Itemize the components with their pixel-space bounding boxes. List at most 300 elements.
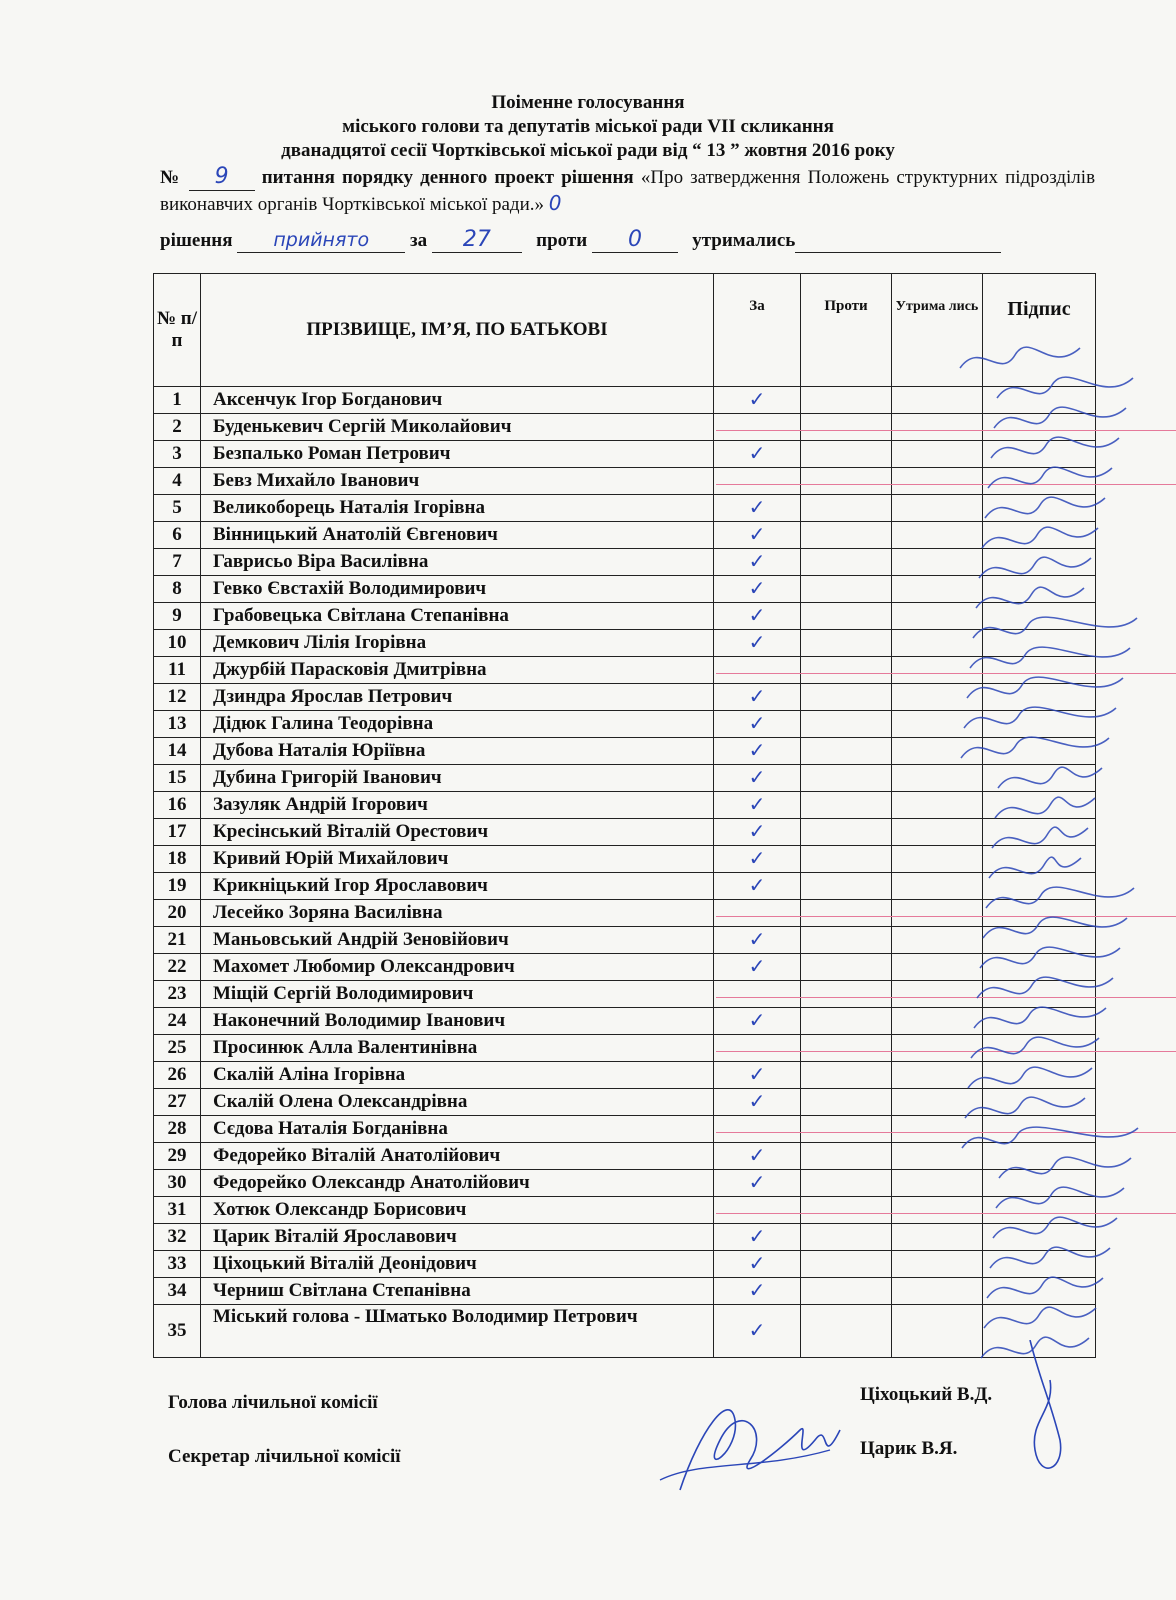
row-number: 32: [154, 1224, 201, 1251]
row-number: 6: [154, 522, 201, 549]
row-number: 14: [154, 738, 201, 765]
row-name: Царик Віталій Ярославович: [201, 1224, 714, 1251]
row-name: Вінницький Анатолій Євгенович: [201, 522, 714, 549]
row-name: Демкович Лілія Ігорівна: [201, 630, 714, 657]
row-number: 16: [154, 792, 201, 819]
row-abstain-cell: [892, 522, 983, 549]
check-mark-icon: ✓: [748, 1143, 766, 1167]
row-signature-cell: [983, 873, 1096, 900]
document-subtitle: міського голови та депутатів міської ради VII скликання: [342, 116, 834, 137]
document-title: Поіменне голосування: [491, 92, 685, 113]
row-name: Джурбій Парасковія Дмитрівна: [201, 657, 714, 684]
row-signature-cell: [983, 1062, 1096, 1089]
col-number-header: № п/п: [154, 274, 201, 387]
row-for-cell: [714, 819, 801, 846]
row-signature-cell: [983, 387, 1096, 414]
check-mark-icon: ✓: [748, 522, 766, 546]
row-against-cell: [801, 414, 892, 441]
row-number: 31: [154, 1197, 201, 1224]
table-row: [154, 1062, 1096, 1089]
col-for-header: За: [714, 274, 801, 387]
row-name: Дзиндра Ярослав Петрович: [201, 684, 714, 711]
row-abstain-cell: [892, 1197, 983, 1224]
row-against-cell: [801, 846, 892, 873]
row-number: 11: [154, 657, 201, 684]
row-against-cell: [801, 792, 892, 819]
col-against-header: Проти: [801, 274, 892, 387]
against-count: 0: [627, 227, 642, 252]
table-row: [154, 549, 1096, 576]
table-row: [154, 1035, 1096, 1062]
row-abstain-cell: [892, 441, 983, 468]
row-name: Махомет Любомир Олександрович: [201, 954, 714, 981]
check-mark-icon: ✓: [748, 1089, 766, 1113]
row-for-cell: [714, 1224, 801, 1251]
row-against-cell: [801, 630, 892, 657]
check-mark-icon: ✓: [748, 387, 766, 411]
row-against-cell: [801, 1062, 892, 1089]
row-name: Скалій Олена Олександрівна: [201, 1089, 714, 1116]
row-signature-cell: [983, 981, 1096, 1008]
row-name: Скалій Аліна Ігорівна: [201, 1062, 714, 1089]
row-abstain-cell: [892, 1305, 983, 1358]
row-against-cell: [801, 441, 892, 468]
table-row: [154, 738, 1096, 765]
row-for-cell: [714, 1143, 801, 1170]
row-abstain-cell: [892, 1062, 983, 1089]
table-row: [154, 1224, 1096, 1251]
row-against-cell: [801, 819, 892, 846]
decision-value: прийнято: [273, 229, 370, 251]
row-against-cell: [801, 1008, 892, 1035]
row-number: 35: [154, 1305, 201, 1358]
row-against-cell: [801, 1251, 892, 1278]
table-row: [154, 792, 1096, 819]
row-abstain-cell: [892, 711, 983, 738]
row-name: Великоборець Наталія Ігорівна: [201, 495, 714, 522]
row-name: Міський голова - Шматько Володимир Петрович: [201, 1305, 714, 1358]
table-row: [154, 1089, 1096, 1116]
row-name: Дубина Григорій Іванович: [201, 765, 714, 792]
row-for-cell: [714, 1170, 801, 1197]
row-for-cell: [714, 927, 801, 954]
row-name: Безпалько Роман Петрович: [201, 441, 714, 468]
row-signature-cell: [983, 1035, 1096, 1062]
row-signature-cell: [983, 630, 1096, 657]
row-signature-cell: [983, 603, 1096, 630]
row-number: 25: [154, 1035, 201, 1062]
table-row: [154, 441, 1096, 468]
row-signature-cell: [983, 1251, 1096, 1278]
table-row: [154, 468, 1096, 495]
row-abstain-cell: [892, 1170, 983, 1197]
row-signature-cell: [983, 711, 1096, 738]
row-name: Міщій Сергій Володимирович: [201, 981, 714, 1008]
row-against-cell: [801, 1170, 892, 1197]
table-row: [154, 1143, 1096, 1170]
row-for-cell: [714, 630, 801, 657]
col-signature-header: Підпис: [983, 274, 1096, 387]
row-number: 33: [154, 1251, 201, 1278]
row-against-cell: [801, 495, 892, 522]
row-name: Маньовський Андрій Зеновійович: [201, 927, 714, 954]
table-row: [154, 495, 1096, 522]
session-date-line: дванадцятої сесії Чортківської міської ради від “ 13 ” жовтня 2016 року: [281, 140, 895, 161]
row-against-cell: [801, 1197, 892, 1224]
row-for-cell: [714, 576, 801, 603]
table-row: [154, 387, 1096, 414]
check-mark-icon: ✓: [748, 873, 766, 897]
row-name: Грабовецька Світлана Степанівна: [201, 603, 714, 630]
row-name: Аксенчук Ігор Богданович: [201, 387, 714, 414]
row-signature-cell: [983, 1089, 1096, 1116]
check-mark-icon: ✓: [748, 549, 766, 573]
row-name: Дідюк Галина Теодорівна: [201, 711, 714, 738]
row-for-cell: [714, 1278, 801, 1305]
row-for-cell: [714, 711, 801, 738]
check-mark-icon: ✓: [748, 792, 766, 816]
row-abstain-cell: [892, 414, 983, 441]
row-for-cell: [714, 981, 801, 1008]
table-row: [154, 900, 1096, 927]
table-row: [154, 846, 1096, 873]
vote-results-line: [160, 227, 1095, 253]
chair-label: Голова лічильної комісії: [168, 1392, 378, 1413]
vote-table: [153, 273, 1096, 1358]
row-abstain-cell: [892, 1008, 983, 1035]
row-signature-cell: [983, 1197, 1096, 1224]
row-abstain-cell: [892, 630, 983, 657]
row-signature-cell: [983, 576, 1096, 603]
check-mark-icon: ✓: [748, 927, 766, 951]
row-against-cell: [801, 1089, 892, 1116]
for-label: за: [410, 230, 428, 251]
table-row: [154, 927, 1096, 954]
check-mark-icon: ✓: [748, 630, 766, 654]
table-row: [154, 657, 1096, 684]
row-abstain-cell: [892, 549, 983, 576]
table-row: [154, 711, 1096, 738]
commission-signature: [640, 1370, 860, 1510]
row-signature-cell: [983, 414, 1096, 441]
row-number: 19: [154, 873, 201, 900]
row-name: Крикніцький Ігор Ярославович: [201, 873, 714, 900]
row-number: 20: [154, 900, 201, 927]
row-for-cell: [714, 792, 801, 819]
row-name: Черниш Світлана Степанівна: [201, 1278, 714, 1305]
question-text-bold: питання порядку денного проект рішення: [261, 167, 634, 188]
row-for-cell: [714, 468, 801, 495]
row-signature-cell: [983, 819, 1096, 846]
row-number: 29: [154, 1143, 201, 1170]
check-mark-icon: ✓: [748, 846, 766, 870]
row-abstain-cell: [892, 387, 983, 414]
row-number: 21: [154, 927, 201, 954]
row-abstain-cell: [892, 1278, 983, 1305]
row-against-cell: [801, 1035, 892, 1062]
row-name: Просинюк Алла Валентинівна: [201, 1035, 714, 1062]
row-name: Гаврисьо Віра Василівна: [201, 549, 714, 576]
row-against-cell: [801, 549, 892, 576]
row-against-cell: [801, 468, 892, 495]
question-number-handwritten: 9: [214, 164, 229, 189]
row-for-cell: [714, 900, 801, 927]
row-for-cell: [714, 1089, 801, 1116]
row-against-cell: [801, 981, 892, 1008]
table-row: [154, 603, 1096, 630]
row-number: 27: [154, 1089, 201, 1116]
row-abstain-cell: [892, 738, 983, 765]
table-row: [154, 1197, 1096, 1224]
table-row: [154, 684, 1096, 711]
row-abstain-cell: [892, 576, 983, 603]
row-abstain-cell: [892, 954, 983, 981]
row-abstain-cell: [892, 495, 983, 522]
row-abstain-cell: [892, 657, 983, 684]
table-row: [154, 819, 1096, 846]
decision-label: рішення: [160, 230, 233, 251]
check-mark-icon: ✓: [748, 495, 766, 519]
row-name: Наконечний Володимир Іванович: [201, 1008, 714, 1035]
row-for-cell: [714, 684, 801, 711]
table-row: [154, 1008, 1096, 1035]
row-name: Кресінський Віталій Орестович: [201, 819, 714, 846]
handwritten-zero: 0: [548, 191, 562, 215]
check-mark-icon: ✓: [748, 1008, 766, 1032]
row-against-cell: [801, 1224, 892, 1251]
row-number: 1: [154, 387, 201, 414]
chair-signature-loop: [1010, 1340, 1070, 1480]
row-for-cell: [714, 495, 801, 522]
row-for-cell: [714, 765, 801, 792]
row-number: 13: [154, 711, 201, 738]
row-abstain-cell: [892, 981, 983, 1008]
row-for-cell: [714, 549, 801, 576]
abstain-label: утримались: [692, 230, 796, 251]
row-signature-cell: [983, 1278, 1096, 1305]
row-number: 22: [154, 954, 201, 981]
row-against-cell: [801, 1278, 892, 1305]
row-number: 2: [154, 414, 201, 441]
table-row: [154, 765, 1096, 792]
row-signature-cell: [983, 954, 1096, 981]
row-against-cell: [801, 684, 892, 711]
row-signature-cell: [983, 657, 1096, 684]
table-row: [154, 1251, 1096, 1278]
row-name: Буденькевич Сергій Миколайович: [201, 414, 714, 441]
row-number: 28: [154, 1116, 201, 1143]
row-for-cell: [714, 738, 801, 765]
check-mark-icon: ✓: [748, 954, 766, 978]
question-number-label: №: [160, 167, 182, 188]
row-against-cell: [801, 1116, 892, 1143]
row-for-cell: [714, 603, 801, 630]
row-signature-cell: [983, 684, 1096, 711]
row-signature-cell: [983, 765, 1096, 792]
row-abstain-cell: [892, 684, 983, 711]
row-name: Ціхоцький Віталій Деонідович: [201, 1251, 714, 1278]
row-for-cell: [714, 1116, 801, 1143]
row-name: Гевко Євстахій Володимирович: [201, 576, 714, 603]
row-number: 8: [154, 576, 201, 603]
row-number: 17: [154, 819, 201, 846]
row-against-cell: [801, 765, 892, 792]
secretary-name: Царик В.Я.: [860, 1438, 958, 1459]
row-number: 26: [154, 1062, 201, 1089]
row-for-cell: [714, 1008, 801, 1035]
row-signature-cell: [983, 846, 1096, 873]
row-signature-cell: [983, 495, 1096, 522]
row-for-cell: [714, 414, 801, 441]
row-for-cell: [714, 1035, 801, 1062]
check-mark-icon: ✓: [748, 1251, 766, 1275]
against-label: проти: [536, 230, 588, 251]
row-for-cell: [714, 873, 801, 900]
row-abstain-cell: [892, 1116, 983, 1143]
row-name: Федорейко Олександр Анатолійович: [201, 1170, 714, 1197]
row-signature-cell: [983, 1224, 1096, 1251]
row-for-cell: [714, 954, 801, 981]
row-number: 9: [154, 603, 201, 630]
check-mark-icon: ✓: [748, 1224, 766, 1248]
row-for-cell: [714, 1197, 801, 1224]
row-number: 24: [154, 1008, 201, 1035]
col-abstain-header: Утрима лись: [892, 274, 983, 387]
check-mark-icon: ✓: [748, 441, 766, 465]
check-mark-icon: ✓: [748, 576, 766, 600]
table-row: [154, 954, 1096, 981]
row-number: 10: [154, 630, 201, 657]
row-number: 3: [154, 441, 201, 468]
row-signature-cell: [983, 927, 1096, 954]
table-row: [154, 1305, 1096, 1358]
row-against-cell: [801, 927, 892, 954]
row-signature-cell: [983, 1008, 1096, 1035]
row-name: Федорейко Віталій Анатолійович: [201, 1143, 714, 1170]
row-abstain-cell: [892, 900, 983, 927]
row-signature-cell: [983, 792, 1096, 819]
row-name: Дубова Наталія Юріївна: [201, 738, 714, 765]
row-for-cell: [714, 387, 801, 414]
row-signature-cell: [983, 549, 1096, 576]
table-row: [154, 522, 1096, 549]
row-signature-cell: [983, 738, 1096, 765]
row-name: Лесейко Зоряна Василівна: [201, 900, 714, 927]
row-number: 7: [154, 549, 201, 576]
check-mark-icon: ✓: [748, 1062, 766, 1086]
check-mark-icon: ✓: [748, 1170, 766, 1194]
col-name-header: ПРІЗВИЩЕ, ІМ’Я, ПО БАТЬКОВІ: [201, 274, 714, 387]
secretary-label: Секретар лічильної комісії: [168, 1446, 401, 1467]
row-number: 34: [154, 1278, 201, 1305]
row-against-cell: [801, 873, 892, 900]
row-for-cell: [714, 657, 801, 684]
table-row: [154, 630, 1096, 657]
check-mark-icon: ✓: [748, 1318, 766, 1342]
row-name: Зазуляк Андрій Ігорович: [201, 792, 714, 819]
row-abstain-cell: [892, 819, 983, 846]
row-name: Сєдова Наталія Богданівна: [201, 1116, 714, 1143]
row-abstain-cell: [892, 468, 983, 495]
row-signature-cell: [983, 1143, 1096, 1170]
row-name: Хотюк Олександр Борисович: [201, 1197, 714, 1224]
row-signature-cell: [983, 1116, 1096, 1143]
row-against-cell: [801, 576, 892, 603]
agenda-question: [160, 165, 1095, 217]
row-against-cell: [801, 522, 892, 549]
table-row: [154, 981, 1096, 1008]
row-signature-cell: [983, 468, 1096, 495]
check-mark-icon: ✓: [748, 711, 766, 735]
table-row: [154, 1278, 1096, 1305]
row-number: 30: [154, 1170, 201, 1197]
row-against-cell: [801, 1305, 892, 1358]
row-abstain-cell: [892, 792, 983, 819]
row-against-cell: [801, 1143, 892, 1170]
row-abstain-cell: [892, 1251, 983, 1278]
row-abstain-cell: [892, 846, 983, 873]
check-mark-icon: ✓: [748, 684, 766, 708]
row-name: Кривий Юрій Михайлович: [201, 846, 714, 873]
check-mark-icon: ✓: [748, 603, 766, 627]
row-abstain-cell: [892, 1143, 983, 1170]
row-name: Бевз Михайло Іванович: [201, 468, 714, 495]
check-mark-icon: ✓: [748, 819, 766, 843]
row-signature-cell: [983, 522, 1096, 549]
row-signature-cell: [983, 1170, 1096, 1197]
row-for-cell: [714, 846, 801, 873]
check-mark-icon: ✓: [748, 765, 766, 789]
row-against-cell: [801, 954, 892, 981]
row-against-cell: [801, 657, 892, 684]
row-against-cell: [801, 387, 892, 414]
row-number: 15: [154, 765, 201, 792]
row-against-cell: [801, 603, 892, 630]
check-mark-icon: ✓: [748, 1278, 766, 1302]
row-for-cell: [714, 522, 801, 549]
row-number: 5: [154, 495, 201, 522]
row-for-cell: [714, 1305, 801, 1358]
row-against-cell: [801, 711, 892, 738]
row-for-cell: [714, 1062, 801, 1089]
row-number: 23: [154, 981, 201, 1008]
table-row: [154, 576, 1096, 603]
row-abstain-cell: [892, 1035, 983, 1062]
row-against-cell: [801, 900, 892, 927]
row-number: 18: [154, 846, 201, 873]
row-number: 12: [154, 684, 201, 711]
row-abstain-cell: [892, 765, 983, 792]
row-abstain-cell: [892, 873, 983, 900]
question-text: «Про затвердження Положень структурних підрозділів виконавчих органів Чортківської міської ради.»: [160, 167, 1096, 215]
row-for-cell: [714, 1251, 801, 1278]
chair-name: Ціхоцький В.Д.: [860, 1384, 993, 1405]
row-against-cell: [801, 738, 892, 765]
table-row: [154, 873, 1096, 900]
table-row: [154, 1116, 1096, 1143]
row-abstain-cell: [892, 1224, 983, 1251]
row-for-cell: [714, 441, 801, 468]
for-count: 27: [462, 227, 491, 252]
table-row: [154, 414, 1096, 441]
row-abstain-cell: [892, 603, 983, 630]
row-signature-cell: [983, 900, 1096, 927]
row-signature-cell: [983, 441, 1096, 468]
row-abstain-cell: [892, 1089, 983, 1116]
row-abstain-cell: [892, 927, 983, 954]
row-number: 4: [154, 468, 201, 495]
table-row: [154, 1170, 1096, 1197]
